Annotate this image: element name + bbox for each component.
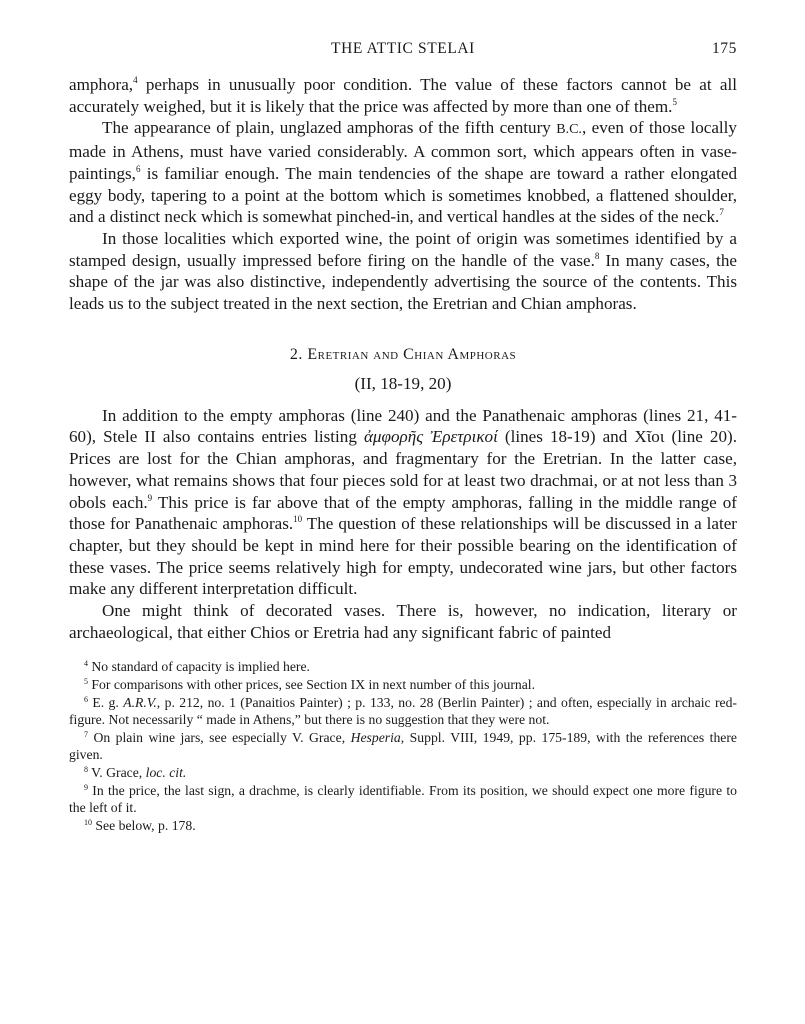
footnote: $^8$ V. Grace, loc. cit. <box>84 765 187 781</box>
footnote: $^4$ No standard of capacity is implied here. <box>84 659 310 675</box>
footnote: $^6$ E. g. A.R.V., p. 212, no. 1 (Panaitios Painter) ; p. 133, no. 28 (Berlin Painter) ; and often, especially in archaic red-figure. Not necessarily “ made in Athens,” but there is no suggestion that they were not. <box>69 694 737 728</box>
footnote: $^7$ On plain wine jars, see especially V. Grace, Hesperia, Suppl. VIII, 1949, pp. 175-189, with the references there given. <box>69 729 737 763</box>
footnote: $^9$ In the price, the last sign, a drachme, is clearly identifiable. From its position, we should expect one more figure to the left of it. <box>69 782 737 816</box>
footnote-ref: 7 <box>719 207 724 218</box>
footnote: $^{10}$ See below, p. 178. <box>84 817 196 833</box>
paragraph: In those localities which exported wine, the point of origin was sometimes identified by a stamped design, usually impressed before firing on the handle of the vase.$^8$ In many cases, the shape of the jar was also distinctive, independently advertising the source of the contents. This leads us to the subject treated in the next section, the Eretrian and Chian amphoras. <box>69 228 737 314</box>
paragraph: One might think of decorated vases. There is, however, no indication, literary or archaeological, that either Chios or Eretria had any significant fabric of painted <box>69 601 737 642</box>
footnote-ref: 6 <box>135 163 141 174</box>
running-title: THE ATTIC STELAI <box>331 40 475 57</box>
footnote-ref: 8 <box>594 250 600 261</box>
body-text <box>69 74 737 643</box>
footnote: $^5$ For comparisons with other prices, see Section IX in next number of this journal. <box>84 677 536 693</box>
greek-term: ἀμφορῆς Ἐρετρικοί <box>363 427 498 447</box>
footnote-ref: 10 <box>293 514 303 525</box>
greek-term: Χῖοι <box>634 427 665 447</box>
page <box>69 38 737 834</box>
footnote-ref: 4 <box>133 75 138 85</box>
page-number: 175 <box>711 40 737 57</box>
paragraph: In addition to the empty amphoras (line 240) and the Panathenaic amphoras (lines 21, 41-60), Stele II also contains entries listing ἀμφορῆς Ἐρετρικοί (lines 18-19) and Χῖοι (line 20). Prices are lost for the Chian amphoras, and fragmentary for the Eretrian. In the latter case, however, what remains shows that four pieces sold for at least two drachmai, or at not less than 3 obols each.$^9$ This price is far above that of the empty amphoras, falling in the middle range of those for Panathenaic amphoras.$^{10}$ The question of these relationships will be discussed in a later chapter, but they should be kept in mind here for their possible bearing on the identification of these vases. The price seems relatively high for empty, undecorated wine jars, but other factors make any different interpretation difficult. <box>69 405 737 599</box>
section-subtitle: (II, 18-19, 20) <box>354 373 452 393</box>
paragraph: The appearance of plain, unglazed amphoras of the fifth century B.C., even of those locally made in Athens, must have varied considerably. A common sort, which appears often in vase-paintings,$^6$ is familiar enough. The main tendencies of the shape are toward a rather elongated eggy body, tapering to a point at the bottom which is sometimes knobbed, a flattened shoulder, and a distinct neck which is somewhat pinched-in, and vertical handles at the sides of the neck.$^7$ <box>69 118 737 227</box>
running-header <box>69 38 737 62</box>
footnote-ref: 9 <box>147 492 153 503</box>
footnote-ref: 5 <box>672 96 677 107</box>
section-title: 2. Eretrian and Chian Amphoras <box>289 345 517 363</box>
footnotes <box>69 658 737 834</box>
paragraph: amphora,$^4$ perhaps in unusually poor condition. The value of these factors cannot be at all accurately weighed, but it is likely that the price was affected by more than one of them.$^5$ <box>69 75 737 116</box>
